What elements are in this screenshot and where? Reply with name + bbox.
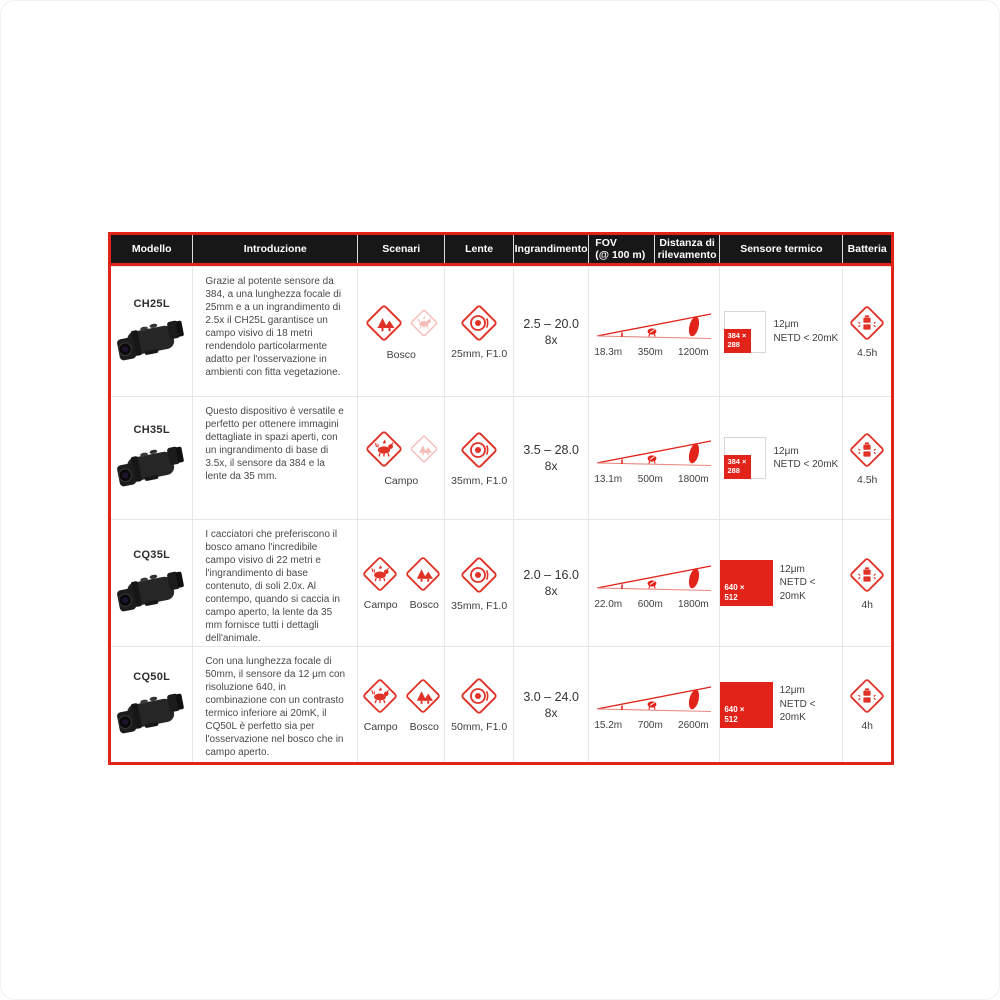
recognition-distance: 500m	[637, 473, 663, 485]
forest-scenario-icon	[409, 434, 439, 464]
battery-cell	[842, 647, 891, 762]
sensor-resolution: 384 ×	[727, 330, 747, 340]
sensor-resolution: 640 ×	[724, 704, 745, 714]
magnification-range: 2.0 – 16.0	[523, 568, 579, 582]
sensor-size-diagram: 640 × 512	[720, 682, 772, 728]
device-photo-cq35l	[113, 563, 191, 617]
battery-cell	[842, 397, 891, 519]
lens-icon	[459, 430, 499, 470]
lens-spec: 50mm, F1.0	[451, 721, 508, 733]
table-row-cq35l	[111, 519, 891, 646]
scenari-cell	[357, 397, 444, 519]
recognition-distance: 350m	[637, 347, 663, 358]
lens-cell	[444, 520, 512, 646]
header-modello: Modello	[131, 242, 172, 255]
lens-icon	[459, 555, 499, 595]
detection-distance: 1200m	[678, 347, 709, 358]
battery-cell	[842, 267, 891, 396]
sensor-resolution: 384 ×	[727, 457, 747, 466]
model-name: CQ50L	[133, 670, 171, 683]
header-introduzione: Introduzione	[192, 235, 357, 263]
header-fov: FOV (@ 100 m)	[588, 235, 654, 263]
fov-distance-cell	[588, 397, 719, 519]
scenario-label: Campo	[363, 599, 398, 611]
fov-value: 22.0m	[594, 598, 623, 610]
scenario-label: Campo	[363, 720, 398, 733]
lens-spec: 25mm, F1.0	[451, 348, 508, 360]
sensor-size-diagram: 384 × 288	[724, 311, 766, 353]
magnification-cell	[513, 647, 588, 762]
magnification-range: 3.0 – 24.0	[523, 689, 579, 704]
header-distanza: Distanza di rilevamento	[654, 235, 720, 263]
recognition-distance: 700m	[637, 720, 663, 731]
intro-cell	[192, 397, 357, 519]
header-batteria: Batteria	[842, 235, 891, 263]
battery-life: 4h	[861, 598, 874, 611]
sensor-cell	[719, 647, 842, 762]
lens-icon	[459, 303, 499, 343]
magnification-cell	[513, 397, 588, 519]
sensor-resolution: 640 ×	[724, 583, 745, 592]
detection-distance: 2600m	[678, 720, 709, 731]
lens-cell	[444, 267, 512, 396]
sensor-size-diagram: 640 × 512	[720, 560, 772, 606]
intro-cell	[192, 267, 357, 396]
product-comparison-table	[108, 232, 894, 765]
battery-life: 4h	[861, 720, 874, 732]
table-row-cq50l	[111, 646, 891, 762]
battery-icon	[848, 304, 886, 342]
sensor-cell	[719, 520, 842, 646]
forest-scenario-icon	[364, 303, 404, 343]
device-photo-ch25l	[113, 312, 191, 366]
scenario-label: Campo	[384, 475, 419, 487]
sensor-netd: NETD < 20mK	[773, 459, 839, 470]
sensor-pixel-pitch: 12μm	[773, 319, 799, 330]
sensor-netd: NETD < 20mK	[779, 698, 816, 724]
model-name: CH25L	[133, 297, 170, 310]
intro-text: Con una lunghezza focale di 50mm, il sensore da 12 μm con risoluzione 640, in combinazione con un contrasto termico inferiore ai 20mK, il CQ50L è perfetto sia per l'osservazione nel bosco che in campo aperto.	[205, 656, 346, 758]
device-photo-ch35l	[113, 438, 191, 492]
magnification-zoom: 8x	[544, 332, 558, 347]
lens-cell	[444, 647, 512, 762]
sensor-netd: NETD < 20mK	[779, 577, 816, 602]
field-scenario-icon	[361, 555, 399, 593]
field-scenario-icon	[361, 677, 399, 715]
header-lente: Lente	[444, 235, 512, 263]
model-cell	[111, 520, 192, 646]
sensor-pixel-pitch: 12μm	[779, 563, 805, 575]
header-ingrandimento: Ingrandimento	[513, 235, 588, 263]
intro-text: Questo dispositivo è versatile e perfetto per ottenere immagini dettagliate in spazi aperti, con un ingrandimento di base di 3.5x, il sensore da 384 e la lente da 35 mm.	[205, 406, 344, 482]
model-name: CH35L	[133, 424, 170, 436]
magnification-cell	[513, 267, 588, 396]
fov-cone-diagram	[592, 305, 716, 345]
recognition-distance: 600m	[637, 598, 663, 610]
fov-cone-diagram	[592, 557, 716, 597]
fov-distance-cell	[588, 267, 719, 396]
fov-value: 13.1m	[594, 473, 623, 485]
sensor-size-diagram: 384 × 288	[724, 437, 766, 479]
intro-text: Grazie al potente sensore da 384, a una lunghezza focale di 25mm e a un ingrandimento di 2.5x il CH25L garantisce un campo visivo di 18 metri rendendolo particolarmente adatto per l'osservazione in ambienti con fitta vegetazione.	[205, 276, 342, 378]
battery-icon	[848, 677, 886, 715]
magnification-range: 2.5 – 20.0	[523, 316, 579, 331]
battery-cell	[842, 520, 891, 646]
scenario-label: Bosco	[409, 599, 439, 611]
model-cell	[111, 647, 192, 762]
fov-cone-diagram	[592, 432, 716, 472]
scenario-label: Bosco	[409, 720, 439, 733]
scenari-cell	[357, 520, 444, 646]
battery-life: 4.5h	[856, 347, 878, 359]
battery-life: 4.5h	[856, 473, 878, 486]
sensor-pixel-pitch: 12μm	[779, 685, 805, 697]
field-scenario-icon	[409, 308, 439, 338]
header-scenari: Scenari	[357, 235, 444, 263]
model-name: CQ35L	[133, 549, 171, 561]
device-photo-cq50l	[113, 685, 191, 739]
magnification-zoom: 8x	[544, 705, 558, 720]
model-cell	[111, 267, 192, 396]
lens-cell	[444, 397, 512, 519]
fov-distance-cell	[588, 647, 719, 762]
fov-value: 18.3m	[594, 347, 623, 358]
sensor-netd: NETD < 20mK	[773, 332, 839, 344]
forest-scenario-icon	[404, 555, 442, 593]
sensor-cell	[719, 267, 842, 396]
magnification-zoom: 8x	[544, 584, 558, 598]
scenari-cell	[357, 647, 444, 762]
header-sensore-termico: Sensore termico	[719, 235, 842, 263]
battery-icon	[848, 556, 886, 594]
sensor-pixel-pitch: 12μm	[773, 445, 799, 457]
magnification-cell	[513, 520, 588, 646]
magnification-zoom: 8x	[544, 459, 558, 473]
sensor-cell	[719, 397, 842, 519]
lens-icon	[459, 676, 499, 716]
fov-cone-diagram	[592, 678, 716, 718]
detection-distance: 1800m	[678, 598, 709, 610]
fov-value: 15.2m	[594, 720, 623, 731]
forest-scenario-icon	[404, 677, 442, 715]
detection-distance: 1800m	[678, 473, 709, 485]
scenari-cell	[357, 267, 444, 396]
table-header-row	[111, 235, 891, 266]
intro-cell	[192, 647, 357, 762]
fov-distance-cell	[588, 520, 719, 646]
scenario-label: Bosco	[386, 348, 416, 361]
lens-spec: 35mm, F1.0	[451, 599, 508, 612]
table-row-ch35l	[111, 396, 891, 519]
field-scenario-icon	[364, 429, 404, 469]
battery-icon	[848, 431, 886, 469]
intro-text: I cacciatori che preferiscono il bosco amano l'incredibile campo visivo di 22 metri e l'ingrandimento di base contenuto, di soli 2.0x. Al contempo, quando si caccia in campo aperto, la lente da 35 mm fornisce tutti i dettagli dell'animale.	[205, 529, 340, 644]
lens-spec: 35mm, F1.0	[451, 474, 508, 487]
intro-cell	[192, 520, 357, 646]
table-row-ch25l	[111, 266, 891, 396]
magnification-range: 3.5 – 28.0	[523, 443, 579, 457]
model-cell	[111, 397, 192, 519]
